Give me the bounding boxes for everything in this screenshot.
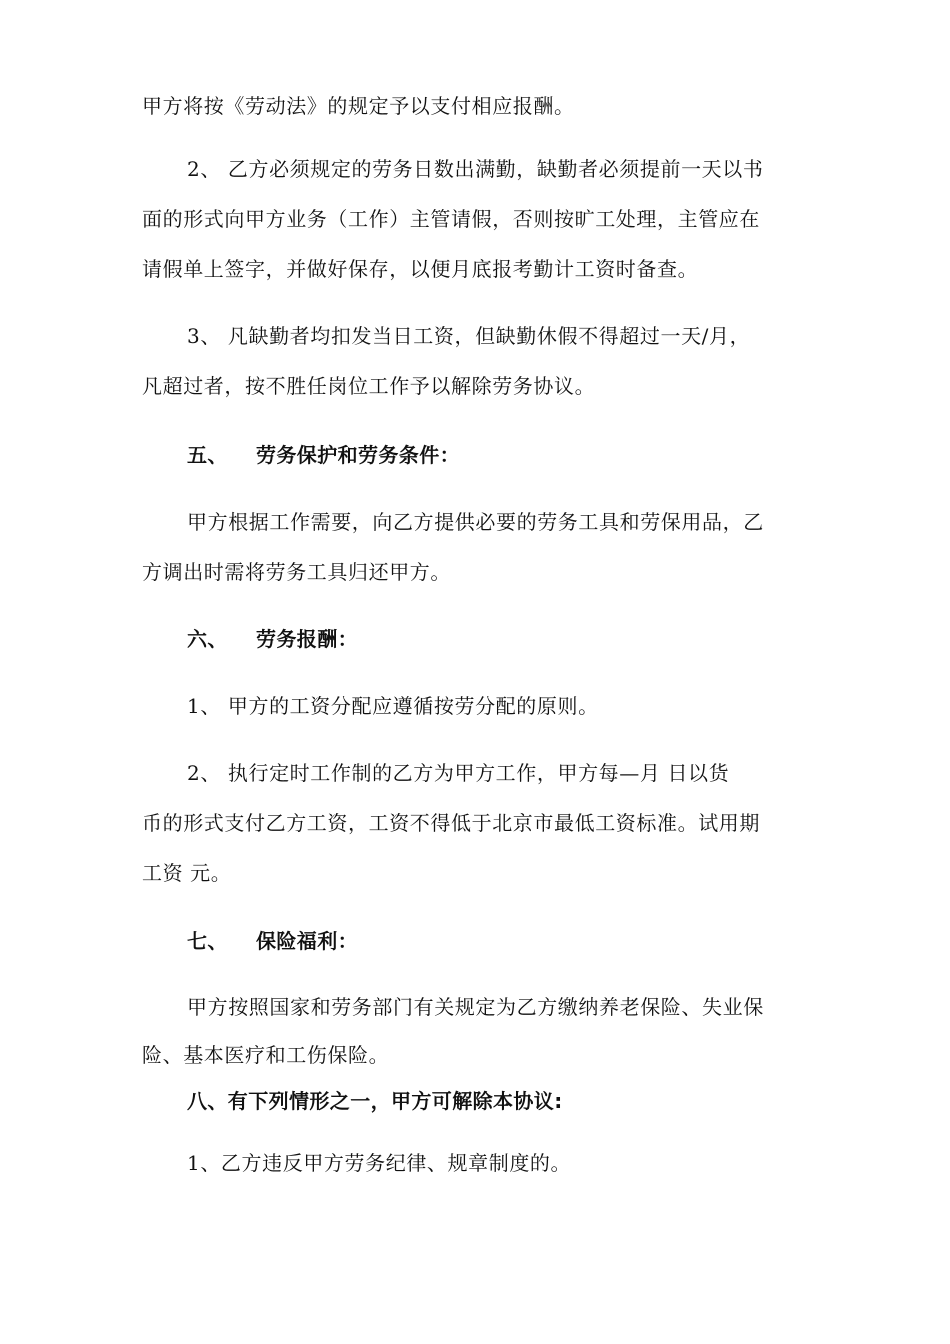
paragraph-line: 币的形式支付乙方工资，工资不得低于北京市最低工资标准。试用期 <box>142 811 760 835</box>
paragraph-line: 面的形式向甲方业务（工作）主管请假，否则按旷工处理，主管应在 <box>142 207 760 231</box>
paragraph-line: 方调出时需将劳务工具归还甲方。 <box>142 560 451 584</box>
section-heading-title: 保险福利： <box>256 929 358 953</box>
section-heading-number: 七、 <box>187 929 228 953</box>
section-heading-number: 六、 <box>187 627 228 651</box>
paragraph-line: 1、 甲方的工资分配应遵循按劳分配的原则。 <box>187 694 599 718</box>
paragraph-line: 甲方根据工作需要，向乙方提供必要的劳务工具和劳保用品，乙 <box>187 510 764 534</box>
paragraph-line: 险、基本医疗和工伤保险。 <box>142 1043 390 1067</box>
paragraph-line: 甲方按照国家和劳务部门有关规定为乙方缴纳养老保险、失业保 <box>187 995 764 1019</box>
paragraph-line: 请假单上签字，并做好保存，以便月底报考勤计工资时备查。 <box>142 257 699 281</box>
paragraph-line: 甲方将按《劳动法》的规定予以支付相应报酬。 <box>142 94 575 118</box>
paragraph-line: 凡超过者，按不胜任岗位工作予以解除劳务协议。 <box>142 374 596 398</box>
section-heading-number: 五、 <box>187 443 228 467</box>
paragraph-line: 1、乙方违反甲方劳务纪律、规章制度的。 <box>187 1151 572 1175</box>
paragraph-line: 工资 元。 <box>142 861 232 885</box>
paragraph-line: 2、 执行定时工作制的乙方为甲方工作，甲方每—月 日以货 <box>187 761 730 785</box>
section-heading-title: 劳务保护和劳务条件： <box>256 443 460 467</box>
section-heading-title: 劳务报酬： <box>256 627 358 651</box>
paragraph-line: 3、 凡缺勤者均扣发当日工资，但缺勤休假不得超过一天/月， <box>187 324 751 348</box>
section-heading: 八、有下列情形之一，甲方可解除本协议: <box>187 1089 563 1113</box>
paragraph-line: 2、 乙方必须规定的劳务日数出满勤，缺勤者必须提前一天以书 <box>187 157 764 181</box>
